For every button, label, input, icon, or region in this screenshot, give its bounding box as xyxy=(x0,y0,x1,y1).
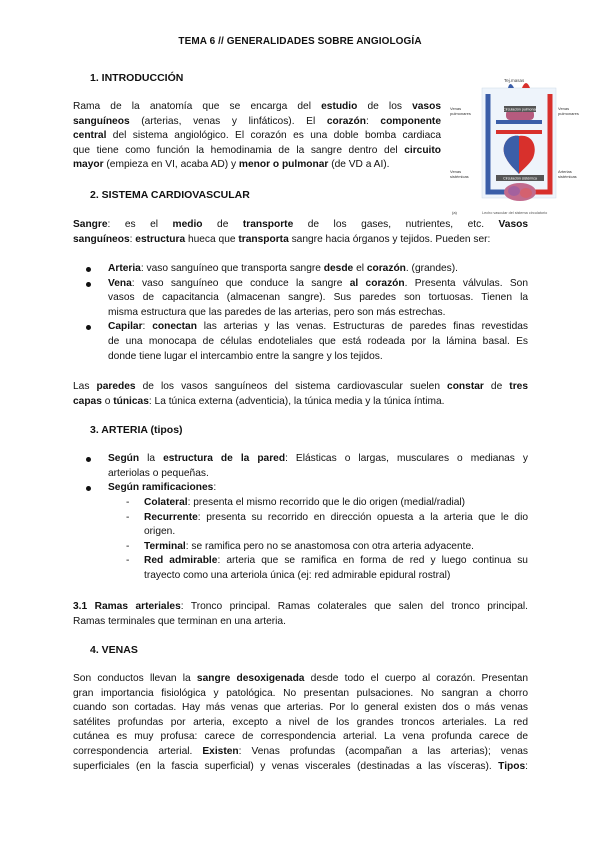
bullet-icon xyxy=(86,457,91,462)
heading-arteria-tipos: 3. ARTERIA (tipos) xyxy=(90,424,183,436)
bullet-icon xyxy=(86,282,91,287)
heading-introduccion: 1. INTRODUCCIÓN xyxy=(90,72,184,84)
dash-marker: - xyxy=(126,497,130,508)
sublist-item-terminal: - Terminal: se ramifica pero no se anastomosa con otra arteria adyacente. xyxy=(144,540,528,555)
venas-line-2: gran importancia fisiológica y patológica. No presentan pulsaciones. No sangran a chorro xyxy=(73,687,528,699)
capillary-blue xyxy=(508,186,520,196)
intro-paragraph xyxy=(73,100,441,173)
list-item-capilar: Capilar: conectan las arterias y las venas. Estructuras de paredes finas revestidas de una monocapa de células endoteliales que está rodeada por la lámina basal. Es donde tiene lugar el intercambio entre la sangre y los tejidos. xyxy=(108,320,528,364)
capillary-red xyxy=(520,188,532,198)
fig-top-label: Tej.masas xyxy=(504,78,525,83)
ramas-line-2: Ramas terminales que terminan en una arteria. xyxy=(73,615,286,627)
fig-label-venas-pulm-r: Venas pulmonares xyxy=(558,106,579,116)
sangre-line-2: sanguíneos: estructura hueca que transporta sangre hacia órganos y tejidos. Pueden ser: xyxy=(73,233,491,245)
bullet-icon xyxy=(86,486,91,491)
venas-line-5: cutánea es muy profusa: carece de correspondencia arterial. La vena profunda carece de xyxy=(73,731,528,743)
fig-caption-letter: (a) xyxy=(452,210,457,215)
dash-marker: - xyxy=(126,511,130,523)
list-item-segun-ramificaciones: Según ramificaciones: xyxy=(108,481,528,496)
list-item-arteria: Arteria: vaso sanguíneo que transporta sangre desde el corazón. (grandes). xyxy=(108,262,528,277)
page-title: TEMA 6 // GENERALIDADES SOBRE ANGIOLOGÍA xyxy=(178,36,422,47)
venas-line-6: correspondencia arterial. Existen: Venas profundas (acompañan a las arterias); venas xyxy=(73,745,528,757)
dash-marker: - xyxy=(126,555,130,567)
sublist-item-recurrente: - Recurrente: presenta su recorrido en dirección opuesta a la arteria que le dio origen. xyxy=(126,511,528,538)
bullet-icon xyxy=(86,325,91,330)
heading-sistema-cardiovascular: 2. SISTEMA CARDIOVASCULAR xyxy=(90,189,250,201)
paredes-paragraph xyxy=(73,380,528,409)
venas-line-3: cuando son cortadas. Hay más venas que arterias. Por lo general existen dos o más venas xyxy=(73,702,528,714)
venas-line-4: satélites profundas por arteria, excepto a nivel de los grandes troncos arteriales. La red xyxy=(73,716,528,728)
intro-line-3: central del sistema angiológico. El corazón es una doble bomba cardiaca xyxy=(73,130,441,142)
intro-line-4: que tiene como función la hemodinamia de la sangre dentro del circuito xyxy=(73,144,441,156)
heading-venas: 4. VENAS xyxy=(90,644,138,656)
circulation-diagram xyxy=(448,74,588,218)
venas-line-1: Son conductos llevan la sangre desoxigenada desde todo el cuerpo al corazón. Presentan xyxy=(73,673,529,684)
intro-line-2: sanguíneos (arterias, venas y linfáticos). El corazón: componente xyxy=(73,115,441,127)
ramificaciones-sublist xyxy=(126,496,528,584)
sangre-paragraph xyxy=(73,218,528,247)
bullet-icon xyxy=(86,267,91,272)
intro-line-5: mayor (empieza en VI, acaba AD) y menor o pulmonar (de VD a AI). xyxy=(73,159,390,171)
fig-label-venas-pulm-l: Venas pulmonares xyxy=(450,106,471,116)
ramas-line-1: 3.1 Ramas arteriales: Tronco principal. Ramas colaterales que salen del tronco principal. xyxy=(73,601,528,612)
fig-label-venas-sist: Venas sistémicas xyxy=(450,169,469,179)
paredes-line-2: capas o túnicas: La túnica externa (adventicia), la túnica media y la túnica íntima. xyxy=(73,395,445,407)
dash-marker: - xyxy=(126,540,130,552)
sublist-item-colateral: - Colateral: presenta el mismo recorrido que le dio origen (medial/radial) xyxy=(144,496,528,511)
venas-line-7: superficiales (en la fascia superficial) y venas viscerales (destinadas a las vísceras). Tipos: xyxy=(73,760,528,772)
paredes-line-1: Las paredes de los vasos sanguíneos del sistema cardiovascular suelen constar de tres xyxy=(73,381,528,392)
sangre-line-1: Sangre: es el medio de transporte de los gases, nutrientes, etc. Vasos xyxy=(73,219,528,230)
list-item-vena: Vena: vaso sanguíneo que conduce la sangre al corazón. Presenta válvulas. Son vasos de capacitancia (almacenan sangre). Sus paredes son tortuosas. Tienen la misma estructura que las paredes de las arterias, pero son más estrechas. xyxy=(108,277,528,321)
venas-paragraph xyxy=(73,672,528,774)
top-vessel-red xyxy=(522,83,530,88)
fig-label-arterias-sist: Arterias sistémicas xyxy=(558,169,577,179)
ramas-arteriales-paragraph xyxy=(73,600,528,629)
intro-line-1: Rama de la anatomía que se encarga del estudio de los vasos xyxy=(73,101,441,112)
arteria-tipos-list xyxy=(108,452,528,496)
list-item-segun-estructura: Según la estructura de la pared: Elásticas o largas, musculares o medianas y arteriolas o pequeñas. xyxy=(108,452,528,481)
fig-circ-pulmonar: Circulación pulmonar xyxy=(503,107,537,112)
top-vessel-blue xyxy=(508,84,514,88)
fig-circ-sistemica: Circulación sistémica xyxy=(503,176,537,181)
sublist-item-red-admirable: - Red admirable: arteria que se ramifica en forma de red y luego continua su trayecto como una arteriola única (ej: red admirable epidural rostral) xyxy=(126,555,528,581)
vessel-types-list xyxy=(108,262,528,364)
fig-caption: Lecho vascular del sistema circulatorio xyxy=(482,211,548,215)
